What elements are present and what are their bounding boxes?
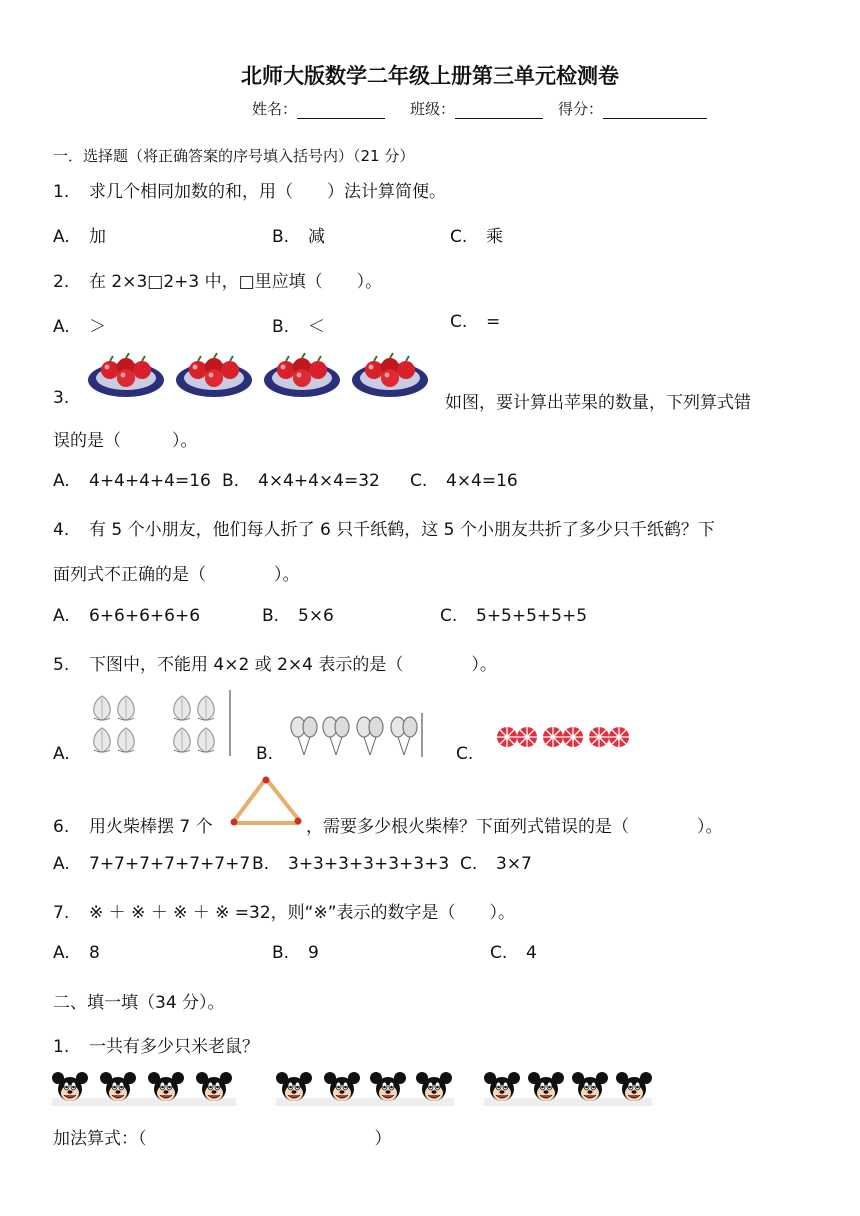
flower-icon	[589, 727, 609, 747]
question-5	[53, 650, 497, 675]
mickey-icon	[52, 1072, 88, 1101]
option-letter: A.	[53, 744, 70, 764]
apple-plate	[176, 353, 252, 397]
mickey-icon	[416, 1072, 452, 1101]
option-letter: C.	[460, 854, 478, 874]
option-text: ＜	[308, 317, 325, 337]
option-letter: A.	[53, 471, 70, 491]
option-text: ＞	[89, 317, 106, 337]
question-text: 求几个相同加数的和，用（ ）法计算简便。	[89, 182, 446, 202]
flower-icon	[517, 727, 537, 747]
option-text: 8	[89, 943, 100, 963]
section2-heading: 二、填一填（34 分）。	[53, 993, 225, 1013]
option-letter: A.	[53, 943, 70, 963]
flower-icon	[609, 727, 629, 747]
question-4	[53, 515, 715, 540]
q5-option-b[interactable]	[256, 744, 273, 764]
option-letter: C.	[490, 943, 508, 963]
apple-plates-image	[88, 348, 438, 400]
option-letter: B.	[272, 227, 290, 247]
name-label: 姓名：	[252, 100, 298, 118]
question-3-text: 如图，要计算出苹果的数量，下列算式错	[445, 393, 751, 413]
mickey-icon	[528, 1072, 564, 1101]
mickey-icon	[148, 1072, 184, 1101]
q6-option-a[interactable]	[53, 854, 250, 874]
flower-icon	[563, 727, 583, 747]
mickey-icon	[196, 1072, 232, 1101]
q5-option-c[interactable]	[456, 744, 473, 764]
option-text: 4+4+4+4=16	[89, 471, 211, 491]
peaches-image	[90, 690, 235, 758]
option-text: 6+6+6+6+6	[89, 606, 201, 626]
score-blank[interactable]	[603, 102, 707, 119]
flowers-image	[497, 724, 632, 752]
class-field	[410, 98, 543, 119]
apple-plate	[352, 353, 428, 397]
balloon-icon	[291, 717, 317, 755]
apple-plate	[88, 353, 164, 397]
mickey-icon	[370, 1072, 406, 1101]
question-6-after: ，需要多少根火柴棒？下面列式错误的是（ ）。	[306, 817, 723, 837]
question-6-before	[53, 812, 213, 837]
question-1	[53, 177, 446, 202]
apple-plate	[264, 353, 340, 397]
question-number: 4.	[53, 520, 70, 540]
option-text: 4×4+4×4=32	[258, 471, 380, 491]
question-text: 在 2×3□2+3 中，□里应填（ ）。	[89, 272, 383, 292]
q1-option-b[interactable]	[272, 222, 325, 247]
question-2	[53, 267, 382, 292]
question-number: 6.	[53, 817, 70, 837]
option-letter: B.	[222, 471, 240, 491]
q7-option-c[interactable]	[490, 943, 537, 963]
peach-icon	[94, 728, 111, 752]
score-label: 得分：	[558, 100, 604, 118]
option-text: 减	[308, 227, 325, 247]
balloon-icon	[391, 717, 417, 755]
addition-answer	[53, 1124, 392, 1149]
question-text: ※ ＋ ※ ＋ ※ ＋ ※ =32，则“※”表示的数字是（ ）。	[89, 903, 516, 923]
option-letter: B.	[252, 854, 270, 874]
option-letter: B.	[262, 606, 280, 626]
option-text: 3+3+3+3+3+3+3	[288, 854, 450, 874]
option-text: 5×6	[298, 606, 334, 626]
name-blank[interactable]	[297, 102, 385, 119]
balloons-image	[290, 713, 425, 759]
question-text: 一共有多少只米老鼠？	[89, 1037, 259, 1057]
peach-icon	[94, 696, 111, 720]
option-letter: B.	[272, 317, 290, 337]
question-3-text-cont: 误的是（ ）。	[53, 431, 198, 451]
option-letter: A.	[53, 317, 70, 337]
score-field	[558, 98, 707, 119]
peach-icon	[174, 728, 191, 752]
mickey-icon	[324, 1072, 360, 1101]
option-text: 加	[89, 227, 106, 247]
question-text: 有 5 个小朋友，他们每人折了 6 只千纸鹤，这 5 个小朋友共折了多少只千纸鹤？下	[89, 520, 715, 540]
option-text: 5+5+5+5+5	[476, 606, 588, 626]
option-letter: C.	[456, 744, 474, 764]
mickey-mouse-image	[52, 1068, 652, 1108]
q2-option-c[interactable]	[450, 312, 500, 332]
option-letter: C.	[450, 227, 468, 247]
flower-icon	[543, 727, 563, 747]
q3-option-a[interactable]	[53, 471, 211, 491]
option-text: 4	[526, 943, 537, 963]
q1-option-a[interactable]	[53, 222, 106, 247]
option-letter: A.	[53, 854, 70, 874]
class-blank[interactable]	[455, 102, 543, 119]
peach-icon	[174, 696, 191, 720]
answer-label: 加法算式：（	[53, 1129, 147, 1149]
mickey-icon	[100, 1072, 136, 1101]
question-number: 1.	[53, 1037, 70, 1057]
mickey-icon	[616, 1072, 652, 1101]
class-label: 班级：	[410, 100, 456, 118]
peach-icon	[118, 728, 135, 752]
option-letter: C.	[450, 312, 468, 332]
q2-option-b[interactable]	[272, 312, 325, 337]
balloon-icon	[323, 717, 349, 755]
mickey-icon	[276, 1072, 312, 1101]
q3-option-b[interactable]	[222, 471, 380, 491]
question-text: 下图中，不能用 4×2 或 2×4 表示的是（ ）。	[89, 655, 497, 675]
q7-option-b[interactable]	[272, 943, 319, 963]
section1-heading: 一．选择题（将正确答案的序号填入括号内）（21 分）	[53, 147, 415, 165]
question-number: 5.	[53, 655, 70, 675]
page-title: 北师大版数学二年级上册第三单元检测卷	[241, 64, 619, 88]
q5-option-a[interactable]	[53, 744, 70, 764]
q4-option-c[interactable]	[440, 606, 587, 626]
question-text: 用火柴棒摆 7 个	[89, 817, 213, 837]
q4-option-a[interactable]	[53, 606, 200, 626]
q6-option-b[interactable]	[252, 854, 449, 874]
q7-option-a[interactable]	[53, 943, 100, 963]
option-letter: A.	[53, 227, 70, 247]
option-text: 9	[308, 943, 319, 963]
peach-icon	[198, 728, 215, 752]
question-3-number: 3.	[53, 388, 70, 408]
question-number: 2.	[53, 272, 70, 292]
flower-icon	[497, 727, 517, 747]
q2-option-a[interactable]	[53, 312, 106, 337]
mickey-icon	[484, 1072, 520, 1101]
peach-icon	[118, 696, 135, 720]
name-field	[252, 98, 385, 119]
peach-icon	[198, 696, 215, 720]
mickey-icon	[572, 1072, 608, 1101]
question-number: 7.	[53, 903, 70, 923]
q6-option-c[interactable]	[460, 854, 532, 874]
option-letter: C.	[440, 606, 458, 626]
option-text: 乘	[486, 227, 503, 247]
balloon-icon	[357, 717, 383, 755]
q1-option-c[interactable]	[450, 222, 503, 247]
option-letter: B.	[272, 943, 290, 963]
answer-close: ）	[374, 1129, 392, 1149]
option-text: 3×7	[496, 854, 532, 874]
option-text: 7+7+7+7+7+7+7	[89, 854, 251, 874]
q3-option-c[interactable]	[410, 471, 518, 491]
option-letter: B.	[256, 744, 274, 764]
option-text: 4×4=16	[446, 471, 518, 491]
q4-option-b[interactable]	[262, 606, 334, 626]
option-letter: C.	[410, 471, 428, 491]
question-7	[53, 898, 515, 923]
question-4-text-cont: 面列式不正确的是（ ）。	[53, 565, 300, 585]
option-text: =	[486, 312, 501, 332]
question-number: 1.	[53, 182, 70, 202]
option-letter: A.	[53, 606, 70, 626]
section2-question-1	[53, 1032, 259, 1057]
matchstick-triangle-icon	[228, 775, 304, 827]
